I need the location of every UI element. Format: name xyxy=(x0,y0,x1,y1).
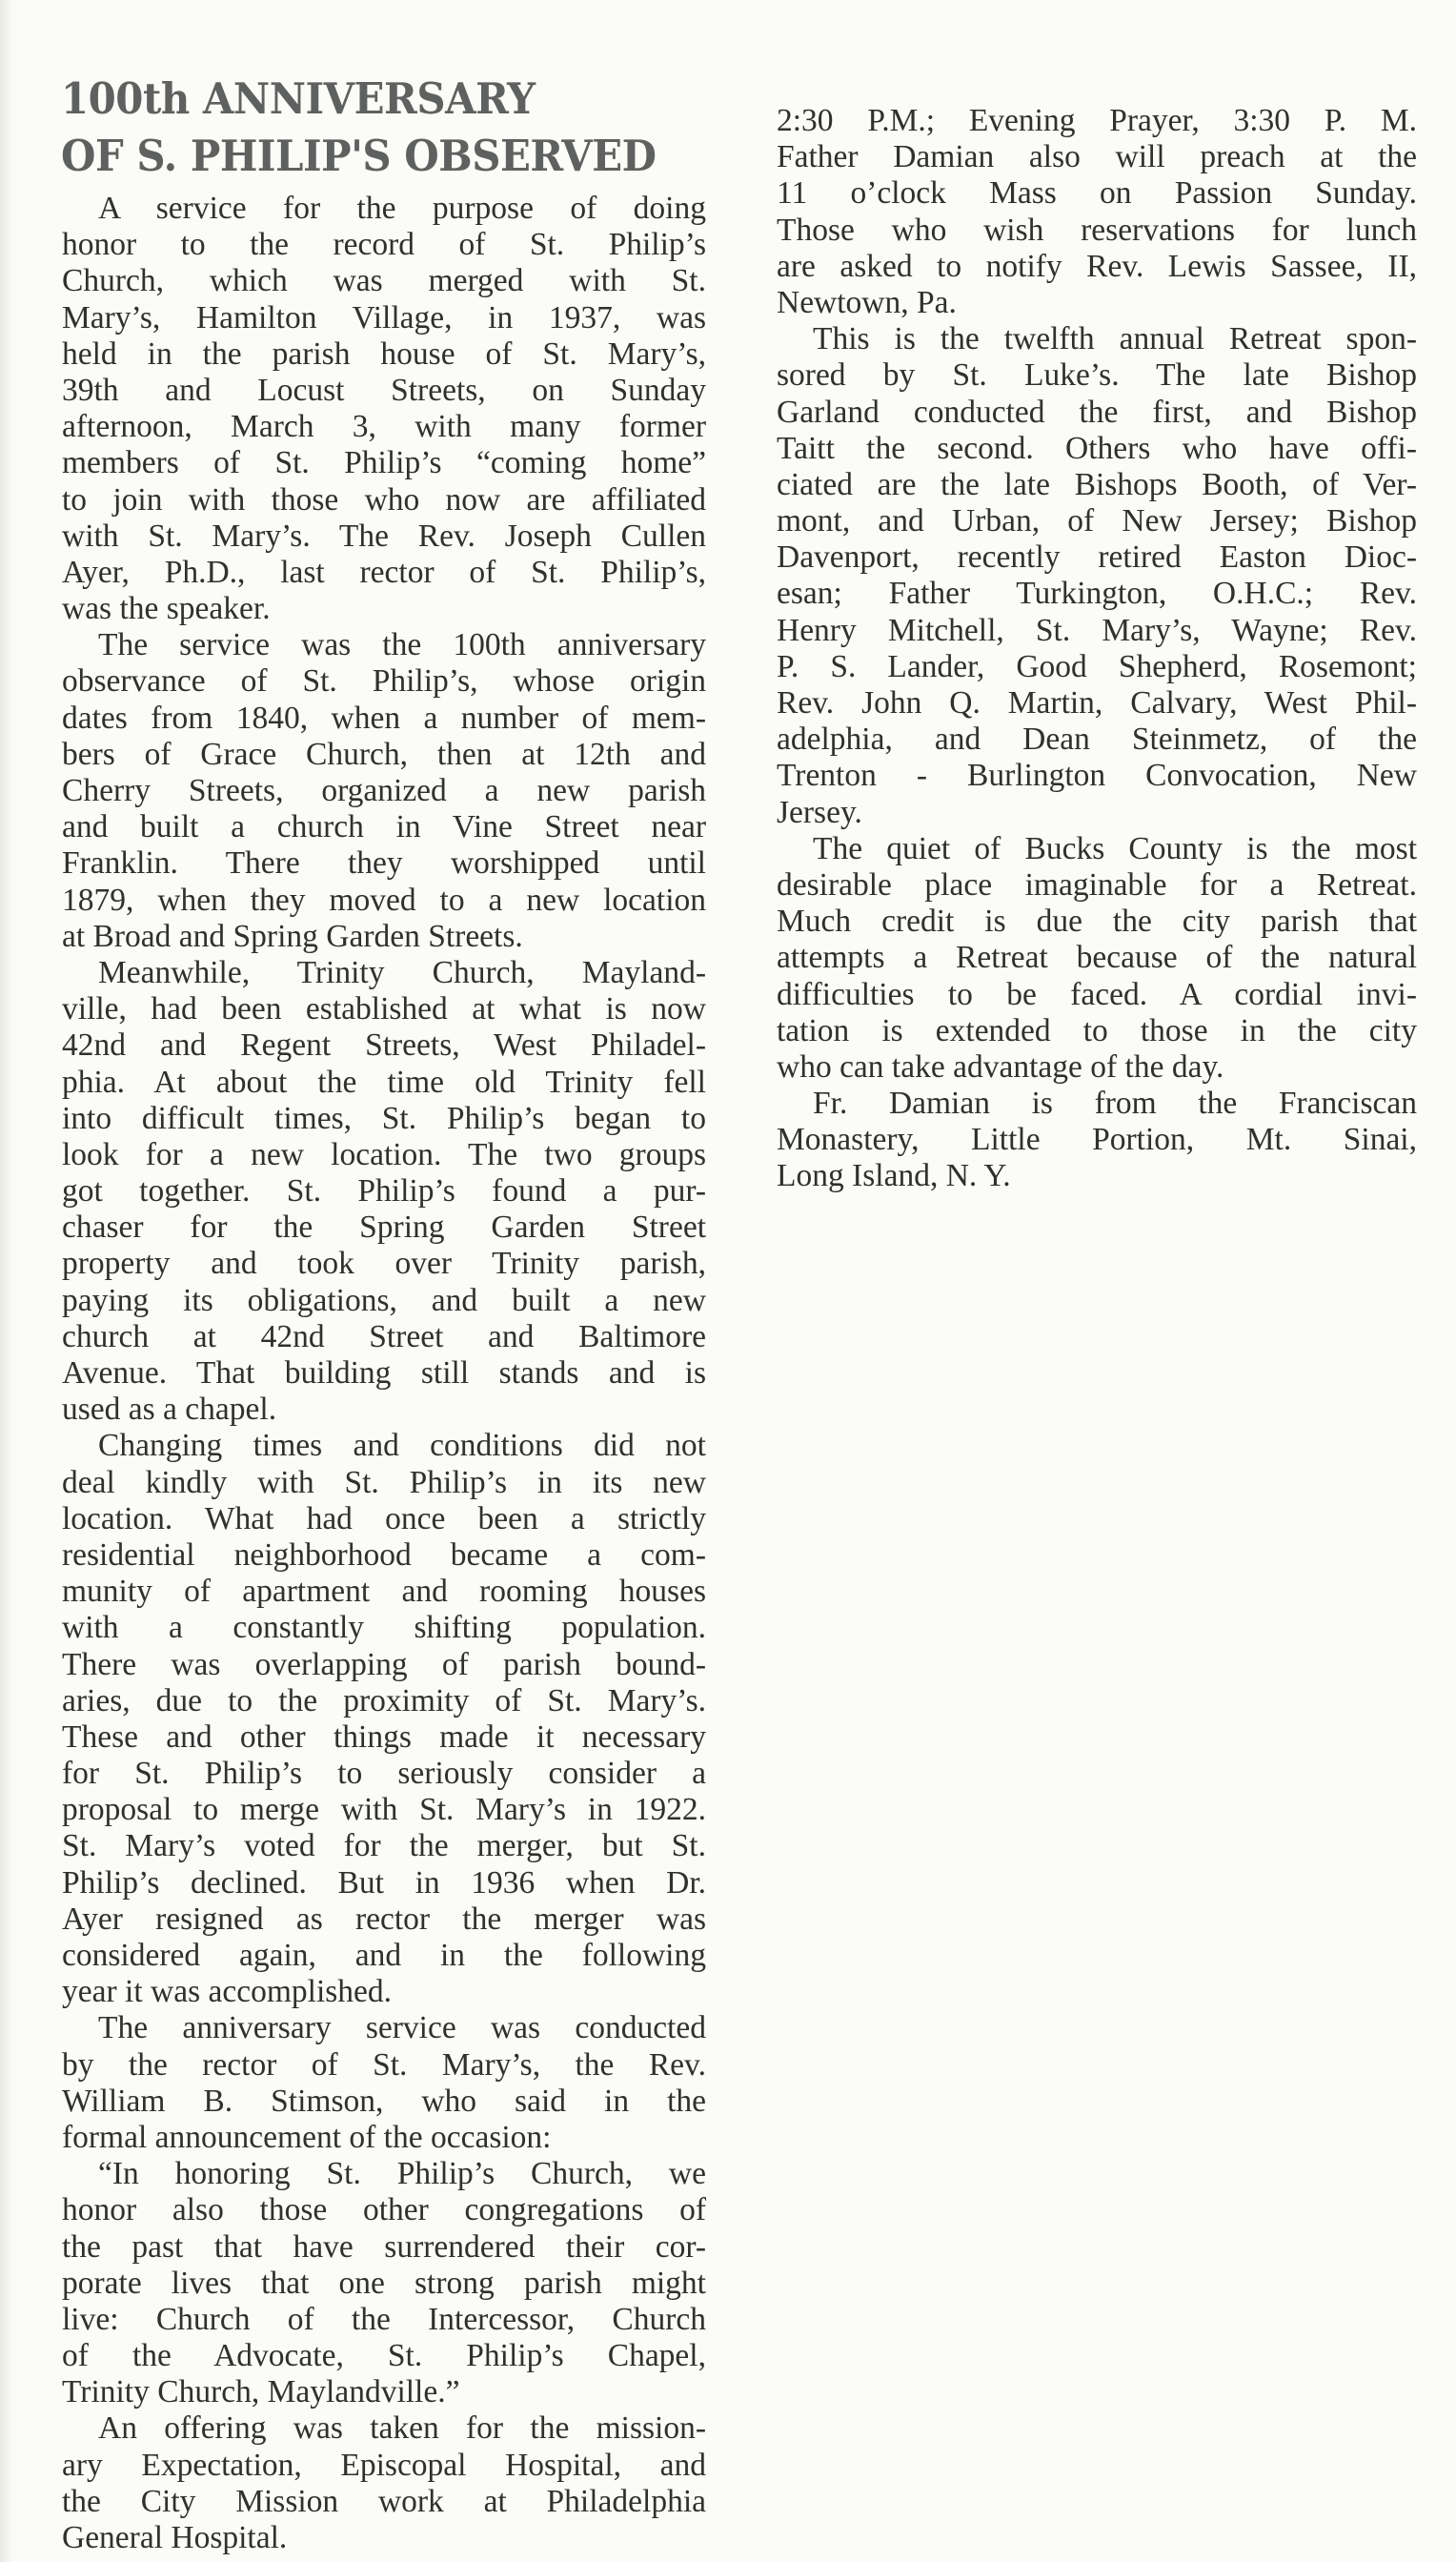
text-line: the City Mission work at Philadelphia xyxy=(62,2483,706,2519)
text-line: The service was the 100th anniversary xyxy=(98,627,706,663)
text-line: held in the parish house of St. Mary’s, xyxy=(62,336,706,372)
text-line: The anniversary service was conducted xyxy=(98,2010,706,2046)
text-line: paying its obligations, and built a new xyxy=(62,1282,706,1318)
text-line: and built a church in Vine Street near xyxy=(62,809,706,845)
paragraph xyxy=(777,103,1417,321)
text-line: to join with those who now are affiliated xyxy=(62,481,706,518)
text-line: Henry Mitchell, St. Mary’s, Wayne; Rev. xyxy=(777,612,1417,648)
text-line: Much credit is due the city parish that xyxy=(777,904,1417,940)
text-line: An offering was taken for the mission- xyxy=(98,2410,706,2447)
text-line: porate lives that one strong parish might xyxy=(62,2265,706,2301)
text-line: 2:30 P.M.; Evening Prayer, 3:30 P. M. xyxy=(777,103,1417,138)
text-line: Trinity Church, Maylandville.” xyxy=(62,2374,460,2410)
text-line: honor also those other congregations of xyxy=(62,2192,706,2228)
text-line: This is the twelfth annual Retreat spon- xyxy=(813,321,1417,357)
text-line: William B. Stimson, who said in the xyxy=(62,2083,706,2119)
text-line: General Hospital. xyxy=(62,2520,288,2555)
text-line: munity of apartment and rooming houses xyxy=(62,1574,706,1610)
text-line: formal announcement of the occasion: xyxy=(62,2119,552,2155)
text-line: Ayer, Ph.D., last rector of St. Philip’s, xyxy=(62,554,706,590)
article-headline xyxy=(61,71,728,185)
text-line: Philip’s declined. But in 1936 when Dr. xyxy=(62,1864,706,1901)
text-line: P. S. Lander, Good Shepherd, Rosemont; xyxy=(777,648,1417,684)
text-line: considered again, and in the following xyxy=(62,1938,706,1973)
text-line: chaser for the Spring Garden Street xyxy=(62,1210,706,1246)
text-line: esan; Father Turkington, O.H.C.; Rev. xyxy=(777,576,1417,612)
text-line: used as a chapel. xyxy=(62,1392,277,1428)
text-line: observance of St. Philip’s, whose origin xyxy=(62,663,706,700)
text-line: Meanwhile, Trinity Church, Mayland- xyxy=(98,954,706,990)
paragraph xyxy=(777,831,1417,1086)
text-line: attempts a Retreat because of the natural xyxy=(777,940,1417,976)
text-line: for St. Philip’s to seriously consider a xyxy=(62,1756,706,1792)
text-line: by the rector of St. Mary’s, the Rev. xyxy=(62,2046,706,2083)
text-line: sored by St. Luke’s. The late Bishop xyxy=(777,357,1417,394)
paragraph xyxy=(62,955,706,1428)
text-line: afternoon, March 3, with many former xyxy=(62,409,706,445)
paragraph xyxy=(62,2156,706,2410)
text-line: the past that have surrendered their cor- xyxy=(62,2228,706,2265)
paragraph xyxy=(62,2410,706,2556)
text-line: location. What had once been a strictly xyxy=(62,1500,706,1536)
paragraph xyxy=(62,627,706,955)
text-line: Church, which was merged with St. xyxy=(62,263,706,299)
text-line: Taitt the second. Others who have offi- xyxy=(777,430,1417,466)
headline-line-1: 100th ANNIVERSARY xyxy=(61,73,536,124)
text-line: members of St. Philip’s “coming home” xyxy=(62,445,706,481)
text-line: honor to the record of St. Philip’s xyxy=(62,227,706,263)
paragraph xyxy=(62,1428,706,2010)
text-line: who can take advantage of the day. xyxy=(777,1048,1224,1085)
text-line: Newtown, Pa. xyxy=(777,284,957,320)
text-line: ciated are the late Bishops Booth, of Ver- xyxy=(777,466,1417,502)
text-line: are asked to notify Rev. Lewis Sassee, II, xyxy=(777,248,1417,284)
text-line: Cherry Streets, organized a new parish xyxy=(62,773,706,808)
text-line: with a constantly shifting population. xyxy=(62,1610,706,1646)
text-line: property and took over Trinity parish, xyxy=(62,1246,706,1282)
text-line: Those who wish reservations for lunch xyxy=(777,212,1417,248)
text-line: was the speaker. xyxy=(62,591,271,627)
text-line: adelphia, and Dean Steinmetz, of the xyxy=(777,722,1417,758)
text-line: Avenue. That building still stands and is xyxy=(62,1355,706,1391)
text-line: ville, had been established at what is now xyxy=(62,991,706,1027)
text-line: Ayer resigned as rector the merger was xyxy=(62,1901,706,1937)
text-line: at Broad and Spring Garden Streets. xyxy=(62,918,523,954)
text-line: Trenton - Burlington Convocation, New xyxy=(777,758,1417,794)
text-line: residential neighborhood became a com- xyxy=(62,1536,706,1573)
text-line: A service for the purpose of doing xyxy=(98,191,706,226)
text-line: mont, and Urban, of New Jersey; Bishop xyxy=(777,503,1417,539)
text-line: deal kindly with St. Philip’s in its new xyxy=(62,1464,706,1500)
text-line: Franklin. There they worshipped until xyxy=(62,845,706,882)
right-column xyxy=(777,103,1417,1195)
text-line: proposal to merge with St. Mary’s in 1922. xyxy=(62,1792,706,1828)
text-line: look for a new location. The two groups xyxy=(62,1136,706,1172)
text-line: desirable place imaginable for a Retreat. xyxy=(777,866,1417,903)
text-line: 39th and Locust Streets, on Sunday xyxy=(62,372,706,408)
text-line: Fr. Damian is from the Franciscan xyxy=(813,1086,1417,1122)
text-line: 11 o’clock Mass on Passion Sunday. xyxy=(777,175,1417,212)
text-line: There was overlapping of parish bound- xyxy=(62,1646,706,1682)
text-line: Jersey. xyxy=(777,794,862,830)
text-line: Davenport, recently retired Easton Dioc- xyxy=(777,539,1417,576)
paragraph xyxy=(777,1086,1417,1195)
text-line: These and other things made it necessary xyxy=(62,1718,706,1755)
text-line: ary Expectation, Episcopal Hospital, and xyxy=(62,2447,706,2483)
text-line: Changing times and conditions did not xyxy=(98,1428,706,1464)
text-line: dates from 1840, when a number of mem- xyxy=(62,700,706,736)
text-line: got together. St. Philip’s found a pur- xyxy=(62,1173,706,1210)
text-line: difficulties to be faced. A cordial invi- xyxy=(777,976,1417,1012)
text-line: church at 42nd Street and Baltimore xyxy=(62,1318,706,1354)
page-edge-shading xyxy=(0,0,13,2562)
text-line: Monastery, Little Portion, Mt. Sinai, xyxy=(777,1122,1417,1158)
text-line: year it was accomplished. xyxy=(62,1974,393,2010)
left-column xyxy=(62,191,706,2556)
text-line: aries, due to the proximity of St. Mary’s. xyxy=(62,1682,706,1718)
paragraph xyxy=(62,191,706,627)
text-line: into difficult times, St. Philip’s began to xyxy=(62,1100,706,1136)
paragraph xyxy=(62,2010,706,2156)
text-line: live: Church of the Intercessor, Church xyxy=(62,2301,706,2337)
text-line: tation is extended to those in the city xyxy=(777,1012,1417,1048)
text-line: St. Mary’s voted for the merger, but St. xyxy=(62,1828,706,1864)
text-line: bers of Grace Church, then at 12th and xyxy=(62,736,706,772)
text-line: 1879, when they moved to a new location xyxy=(62,882,706,918)
text-line: Mary’s, Hamilton Village, in 1937, was xyxy=(62,299,706,336)
text-line: Long Island, N. Y. xyxy=(777,1158,1011,1194)
text-line: Rev. John Q. Martin, Calvary, West Phil- xyxy=(777,685,1417,721)
headline-line-2: OF S. PHILIP'S OBSERVED xyxy=(61,131,657,181)
text-line: with St. Mary’s. The Rev. Joseph Cullen xyxy=(62,518,706,554)
text-line: The quiet of Bucks County is the most xyxy=(813,830,1417,866)
text-line: phia. At about the time old Trinity fell xyxy=(62,1064,706,1100)
text-line: “In honoring St. Philip’s Church, we xyxy=(98,2156,706,2192)
text-line: Garland conducted the first, and Bishop xyxy=(777,394,1417,430)
text-line: Father Damian also will preach at the xyxy=(777,139,1417,175)
text-line: 42nd and Regent Streets, West Philadel- xyxy=(62,1027,706,1064)
text-line: of the Advocate, St. Philip’s Chapel, xyxy=(62,2338,706,2374)
paragraph xyxy=(777,321,1417,831)
